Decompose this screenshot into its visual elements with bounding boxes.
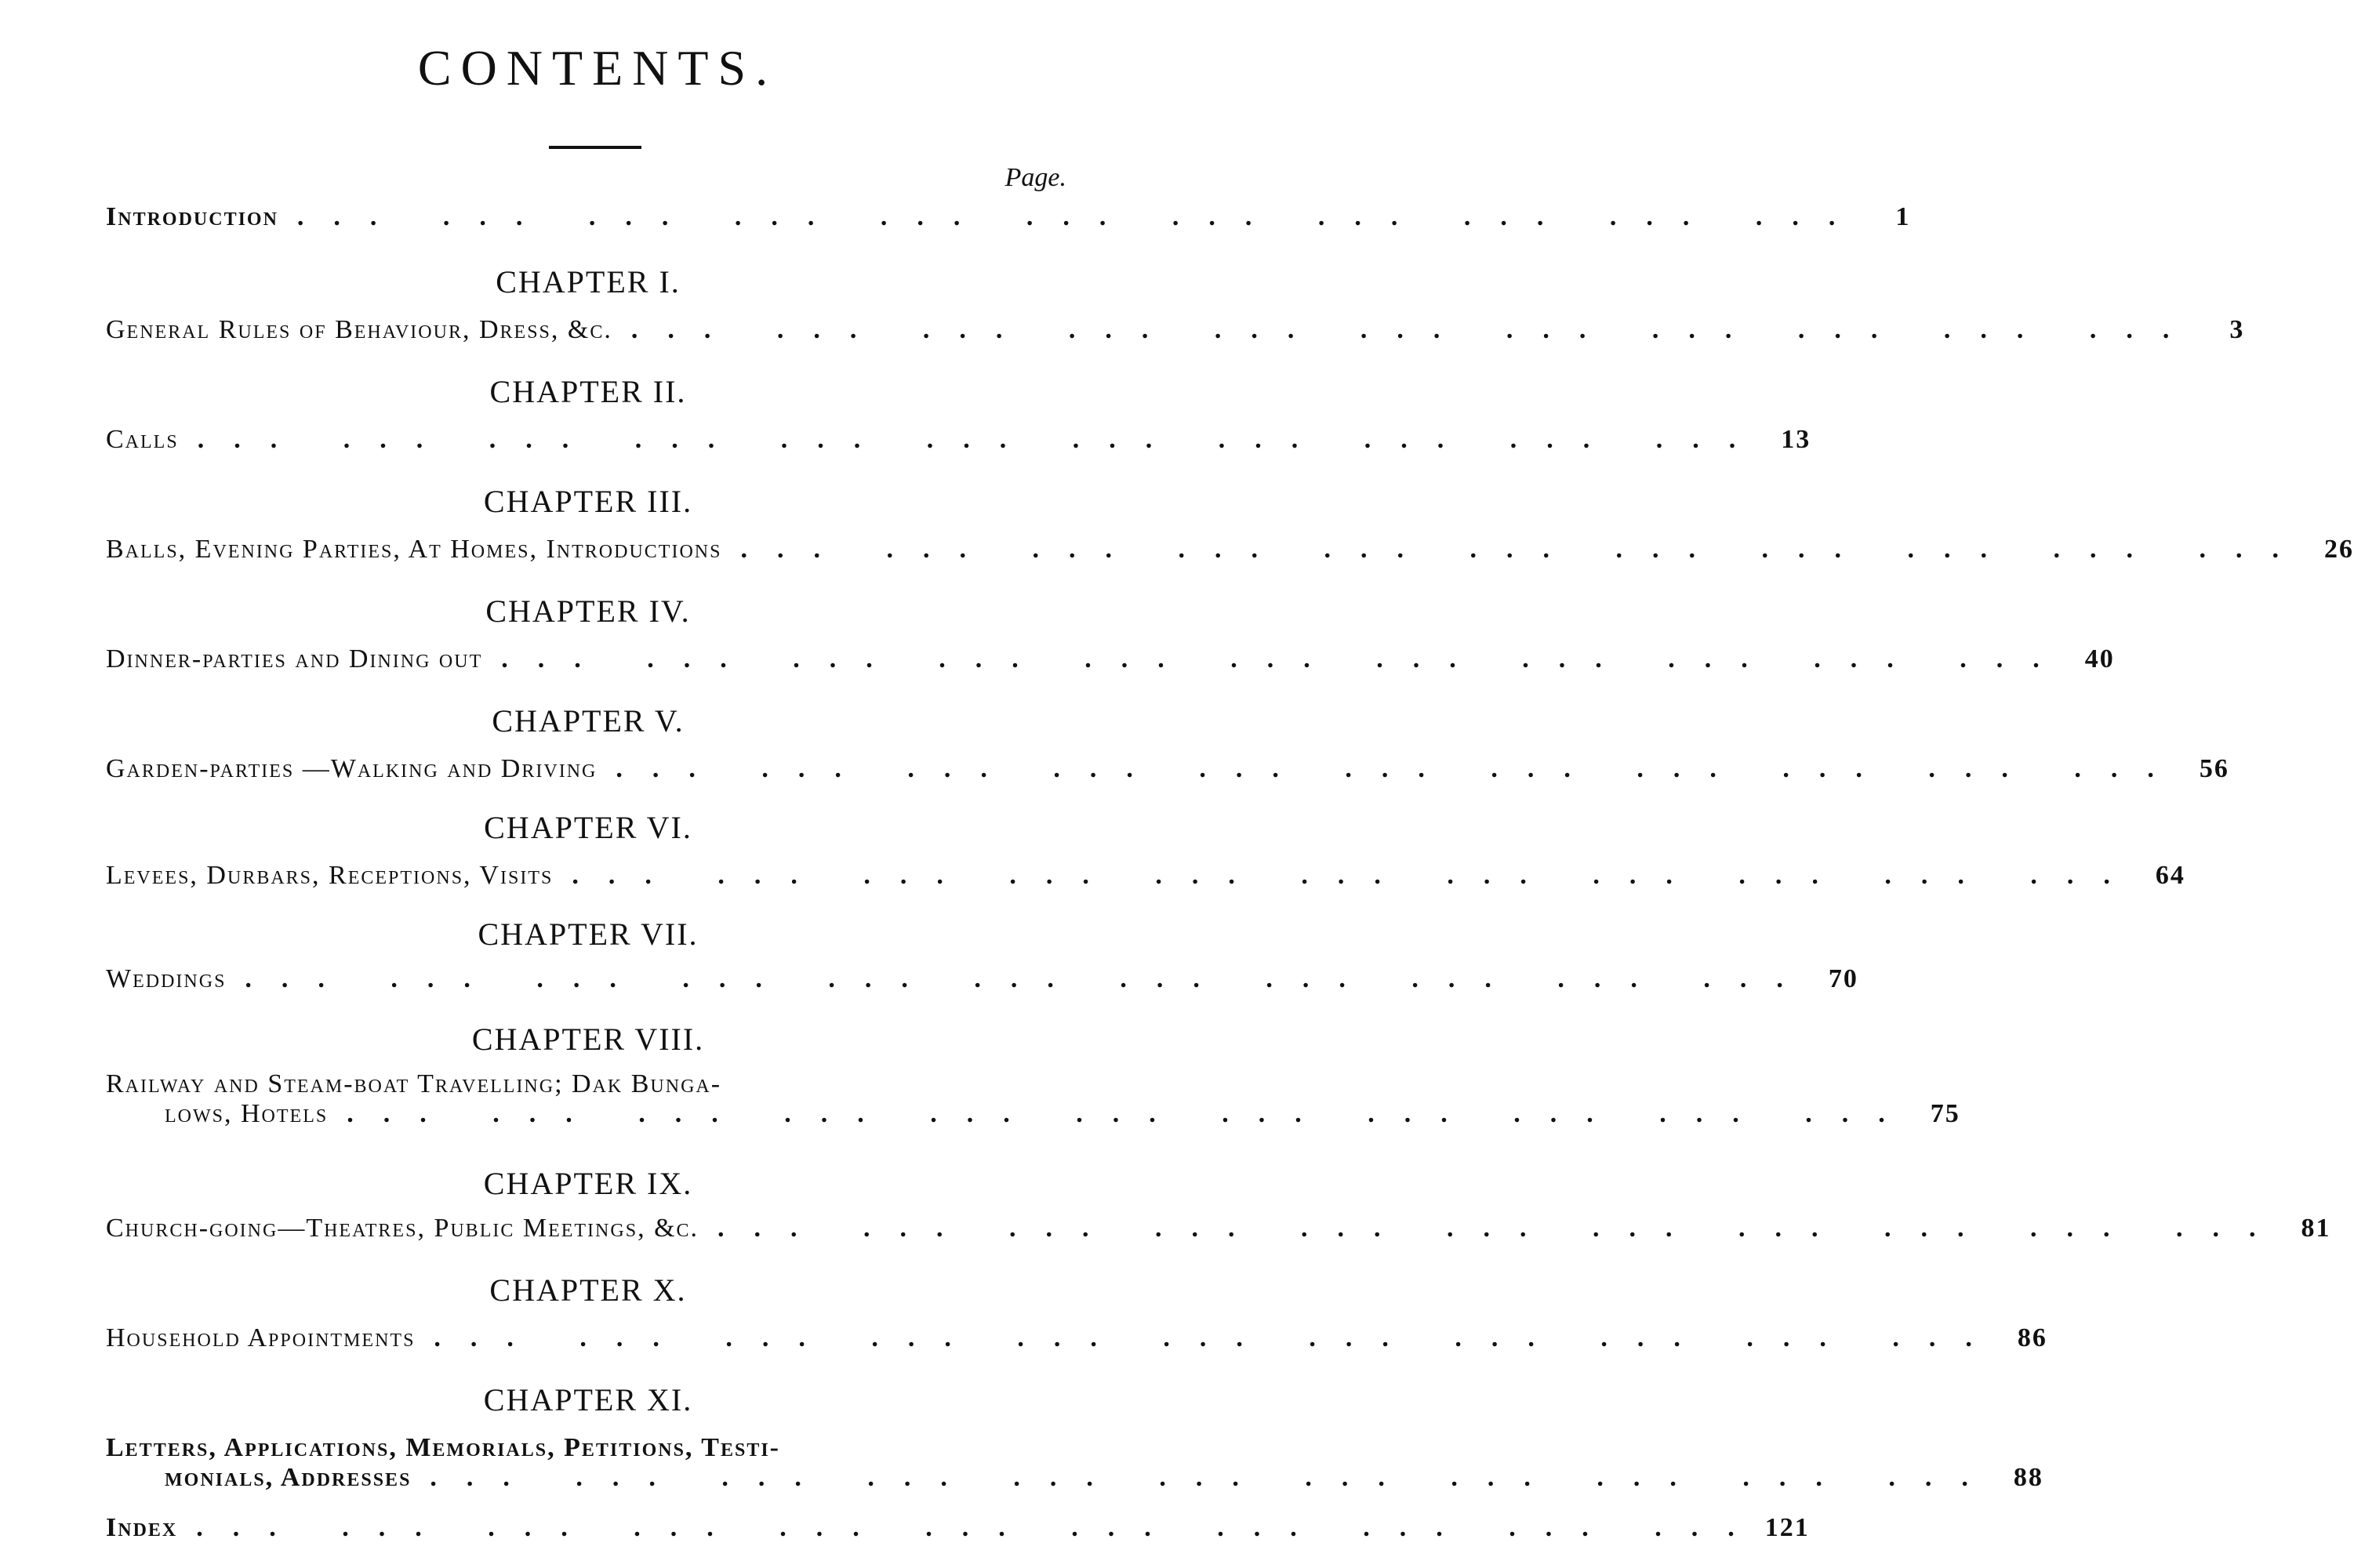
toc-entry-label-line2: monials, Addresses xyxy=(165,1463,412,1492)
chapter-heading: CHAPTER IX. xyxy=(483,1166,693,1201)
leader-dots: ... ... ... ... ... ... ... ... ... ... ... xyxy=(572,861,2140,890)
toc-entry xyxy=(106,535,2354,564)
toc-entry xyxy=(106,425,1811,455)
toc-entry-label: Weddings xyxy=(106,964,227,993)
leader-dots: ... ... ... ... ... ... ... ... ... ... ... xyxy=(630,315,2200,344)
toc-entry xyxy=(106,315,2245,345)
leader-dots: ... ... ... ... ... ... ... ... ... ... ... xyxy=(245,964,1813,993)
chapter-heading: CHAPTER VII. xyxy=(478,916,699,952)
chapter-heading: CHAPTER II. xyxy=(489,374,687,409)
toc-entry-label: Index xyxy=(106,1513,178,1542)
toc-page-number: 88 xyxy=(2013,1463,2043,1492)
toc-page-number: 64 xyxy=(2155,861,2185,890)
toc-page-number: 86 xyxy=(2017,1323,2047,1352)
toc-entry-label: Introduction xyxy=(106,202,278,231)
chapter-heading: CHAPTER XI. xyxy=(483,1382,693,1417)
toc-entry-label-line1: Railway and Steam-boat Travelling; Dak Bunga- xyxy=(106,1069,722,1098)
toc-page-number: 26 xyxy=(2323,535,2354,564)
toc-entry-label: General Rules of Behaviour, Dress, &c. xyxy=(106,315,612,344)
toc-entry-line2 xyxy=(106,1099,1960,1129)
page-column-label: Page. xyxy=(1004,163,1066,192)
chapter-heading: CHAPTER VIII. xyxy=(471,1022,705,1057)
toc-entry-label-line1: Letters, Applications, Memorials, Petitions, Testi- xyxy=(106,1433,780,1462)
toc-page-number: 75 xyxy=(1930,1099,1960,1128)
leader-dots: ... ... ... ... ... ... ... ... ... ... ... xyxy=(434,1323,2002,1352)
toc-entry-label: Balls, Evening Parties, At Homes, Introductions xyxy=(106,535,722,564)
chapter-heading: CHAPTER III. xyxy=(483,484,693,519)
leader-dots: ... ... ... ... ... ... ... ... ... ... ... xyxy=(616,754,2184,783)
toc-entry-label: Dinner-parties and Dining out xyxy=(106,644,483,673)
chapter-heading: CHAPTER I. xyxy=(496,264,681,299)
toc-page-number: 1 xyxy=(1895,202,1911,231)
toc-entry-label: Garden-parties —Walking and Driving xyxy=(106,754,598,783)
toc-page-number: 40 xyxy=(2084,644,2115,673)
toc-page-number: 3 xyxy=(2229,315,2245,344)
toc-entry-label: Church-going—Theatres, Public Meetings, &c. xyxy=(106,1214,699,1243)
leader-dots: ... ... ... ... ... ... ... ... ... ... ... xyxy=(430,1463,1998,1492)
chapter-heading: CHAPTER VI. xyxy=(484,810,692,845)
toc-entry-label: Calls xyxy=(106,425,179,454)
toc-page-number: 121 xyxy=(1764,1513,1810,1542)
toc-entry xyxy=(106,644,2115,674)
leader-dots: ... ... ... ... ... ... ... ... ... ... ... xyxy=(501,644,2069,673)
chapter-heading: CHAPTER V. xyxy=(492,703,685,739)
toc-entry-label: Levees, Durbars, Receptions, Visits xyxy=(106,861,554,890)
toc-entry-index xyxy=(106,1513,1810,1543)
toc-entry xyxy=(106,1214,2331,1243)
toc-entry xyxy=(106,1069,1960,1129)
leader-dots: ... ... ... ... ... ... ... ... ... ... ... xyxy=(197,425,1766,454)
toc-page-number: 13 xyxy=(1781,425,1811,454)
leader-dots: ... ... ... ... ... ... ... ... ... ... ... xyxy=(196,1513,1764,1542)
toc-entry-label-line2: lows, Hotels xyxy=(165,1099,329,1128)
toc-page-number: 81 xyxy=(2301,1214,2331,1243)
toc-entry-introduction xyxy=(106,202,1911,232)
chapter-heading: CHAPTER IV. xyxy=(485,593,691,629)
page-title: CONTENTS. xyxy=(417,40,778,96)
chapter-heading: CHAPTER X. xyxy=(489,1272,687,1308)
toc-entry xyxy=(106,861,2185,891)
toc-entry xyxy=(106,964,1858,994)
toc-entry xyxy=(106,1433,2043,1493)
leader-dots: ... ... ... ... ... ... ... ... ... ... ... xyxy=(717,1214,2286,1243)
leader-dots: ... ... ... ... ... ... ... ... ... ... ... xyxy=(740,535,2309,564)
leader-dots: ... ... ... ... ... ... ... ... ... ... ... xyxy=(347,1099,1915,1128)
toc-entry xyxy=(106,1323,2047,1353)
toc-entry-line2 xyxy=(106,1463,2043,1493)
toc-page-number: 70 xyxy=(1828,964,1858,993)
toc-entry-label: Household Appointments xyxy=(106,1323,416,1352)
leader-dots: ... ... ... ... ... ... ... ... ... ... ... xyxy=(296,202,1865,231)
title-rule xyxy=(549,146,641,149)
toc-page-number: 56 xyxy=(2199,754,2229,783)
toc-entry xyxy=(106,754,2229,784)
